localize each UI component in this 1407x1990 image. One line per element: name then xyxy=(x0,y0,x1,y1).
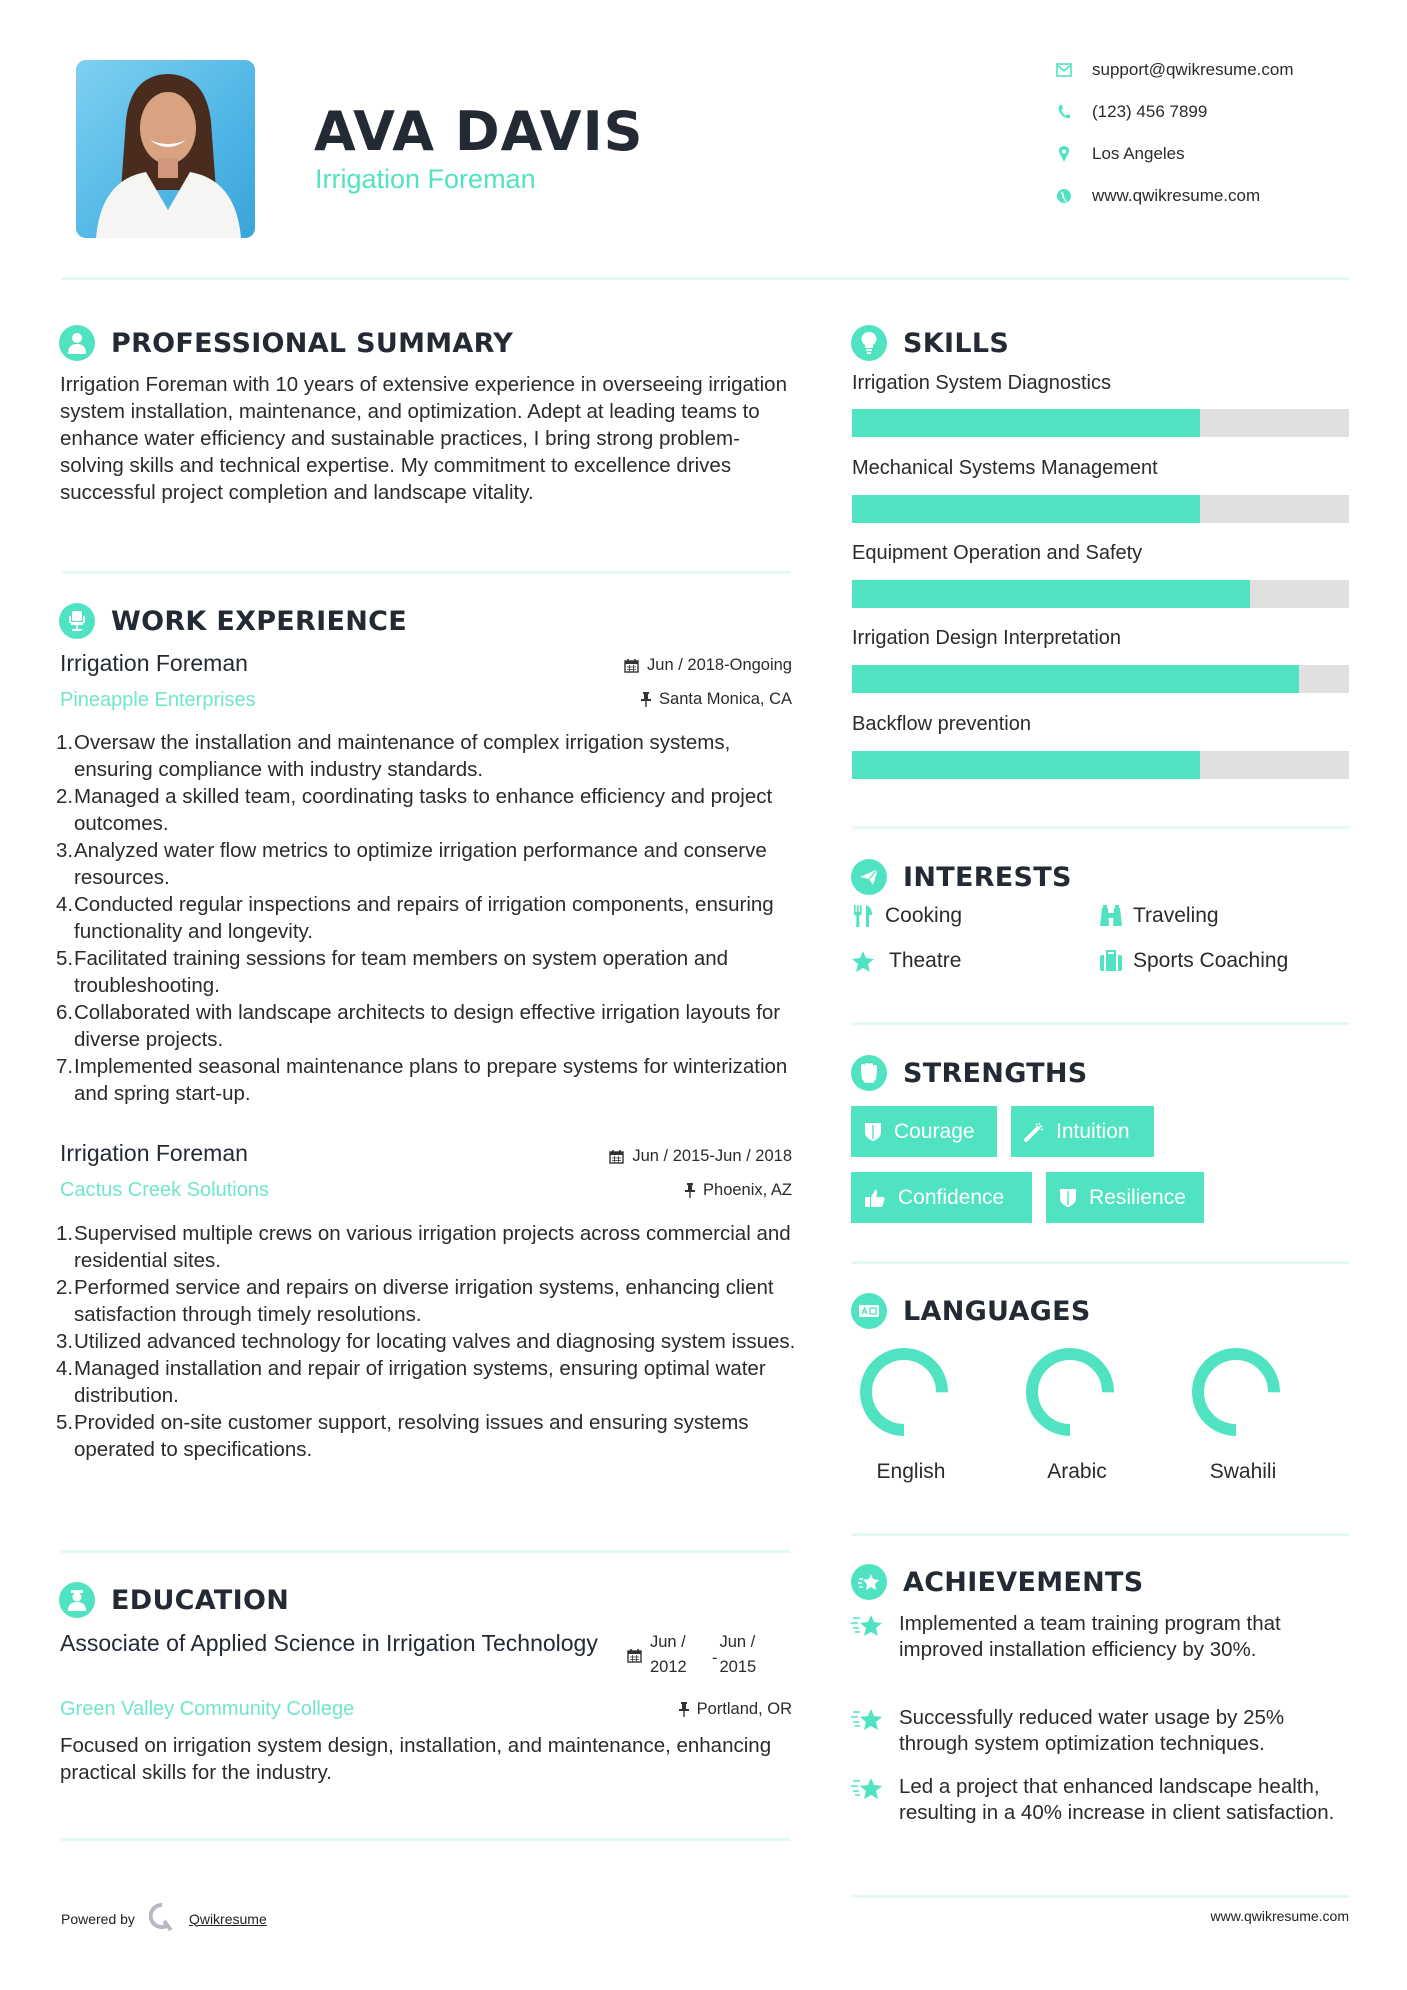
achievement-item: Successfully reduced water usage by 25% through system optimization techniques. xyxy=(851,1705,1351,1757)
list-item: 5. Provided on-site customer support, resolving issues and ensuring systems operated to specifications. xyxy=(56,1411,749,1461)
progress-ring xyxy=(858,1346,950,1438)
shield-icon xyxy=(864,1122,882,1142)
strength-chip: Confidence xyxy=(851,1172,1032,1223)
school-name: Green Valley Community College xyxy=(60,1698,355,1720)
skill-bar xyxy=(852,495,1349,523)
list-item: 1. Supervised multiple crews on various irrigation projects across commercial and residential sites. xyxy=(56,1222,791,1272)
strengths-title: STRENGTHS xyxy=(903,1057,1088,1089)
skills-divider xyxy=(852,826,1349,829)
education-start: Jun / 2012 xyxy=(650,1633,687,1676)
summary-text: Irrigation Foreman with 10 years of extensive experience in overseeing irrigation system installation, maintenance, and optimization. Adept at leading teams to enhance water efficiency and sustainable practices, I bring strong problem-solving skills and technical expertise. My commitment to excellence drives successful project completion and landscape vitality. xyxy=(60,373,787,504)
job-2-company: Cactus Creek Solutions xyxy=(60,1179,269,1201)
skill-bar-fill xyxy=(852,409,1200,437)
strength-chip: Intuition xyxy=(1011,1106,1154,1157)
calendar-icon xyxy=(624,658,639,673)
shield-icon xyxy=(1059,1188,1077,1208)
trophy-star-icon xyxy=(851,1564,887,1600)
office-chair-icon xyxy=(59,603,95,639)
languages-title: LANGUAGES xyxy=(903,1295,1091,1327)
translate-icon xyxy=(851,1293,887,1329)
candidate-name: AVA DAVIS xyxy=(314,100,644,163)
skill-label: Irrigation Design Interpretation xyxy=(852,627,1122,649)
education-dates: Jun / 2012 - Jun / 2015 xyxy=(627,1630,756,1680)
interests-divider xyxy=(852,1022,1349,1025)
job-1-title: Irrigation Foreman xyxy=(60,650,248,676)
education-location-text: Portland, OR xyxy=(696,1700,792,1718)
header-divider xyxy=(61,277,1349,280)
map-pin-icon xyxy=(1056,146,1072,162)
education-end: Jun / 2015 xyxy=(719,1633,757,1676)
degree-title: Associate of Applied Science in Irrigation Technology xyxy=(60,1630,598,1656)
experience-title: WORK EXPERIENCE xyxy=(111,605,407,637)
calendar-icon xyxy=(609,1149,624,1164)
languages-heading xyxy=(851,1291,1091,1331)
interest-item: Traveling xyxy=(1099,904,1219,928)
list-item: 2. Managed a skilled team, coordinating tasks to enhance efficiency and project outcomes. xyxy=(56,785,773,835)
contact-location-text: Los Angeles xyxy=(1092,144,1185,163)
languages-divider xyxy=(852,1533,1349,1536)
skill-bar-fill xyxy=(852,665,1299,693)
strength-chip: Resilience xyxy=(1046,1172,1204,1223)
summary-divider xyxy=(61,571,790,574)
skill-label: Irrigation System Diagnostics xyxy=(852,372,1111,394)
pushpin-icon xyxy=(685,1183,695,1198)
job-2-dates-text: Jun / 2015-Jun / 2018 xyxy=(632,1147,792,1165)
pushpin-icon xyxy=(679,1702,689,1717)
summary-title: PROFESSIONAL SUMMARY xyxy=(111,327,514,359)
job-2-location xyxy=(685,1181,792,1200)
star-icon xyxy=(851,951,875,972)
thumbs-up-icon xyxy=(864,1188,886,1208)
job-2-dates xyxy=(609,1147,792,1166)
envelope-icon xyxy=(1056,62,1072,78)
list-item: 4. Conducted regular inspections and repairs of irrigation components, ensuring functionality and longevity. xyxy=(56,893,774,943)
skill-bar-fill xyxy=(852,751,1200,779)
list-item: 6. Collaborated with landscape architects to design effective irrigation layouts for diverse projects. xyxy=(56,1001,781,1051)
progress-ring xyxy=(1190,1346,1282,1438)
skill-bar-fill xyxy=(852,495,1200,523)
powered-by xyxy=(61,1903,267,1934)
skill-bar xyxy=(852,751,1349,779)
job-2-responsibilities xyxy=(56,1220,796,1463)
education-description: Focused on irrigation system design, installation, and maintenance, enhancing practical skills for the industry. xyxy=(60,1734,772,1784)
speed-star-icon xyxy=(851,1611,887,1663)
list-item: 2. Performed service and repairs on diverse irrigation systems, enhancing client satisfaction through timely resolutions. xyxy=(56,1276,774,1326)
fist-icon xyxy=(851,1055,887,1091)
list-item: 7. Implemented seasonal maintenance plans to prepare systems for winterization and spring start-up. xyxy=(56,1055,788,1105)
achievements-title: ACHIEVEMENTS xyxy=(903,1566,1144,1598)
education-location xyxy=(679,1700,792,1719)
strengths-divider xyxy=(852,1261,1349,1264)
contact-location xyxy=(1056,142,1185,166)
utensils-icon xyxy=(851,905,875,927)
job-1-responsibilities xyxy=(56,729,796,1107)
skill-bar xyxy=(852,409,1349,437)
lightbulb-icon xyxy=(851,325,887,361)
job-1-location xyxy=(641,690,792,709)
strength-chip: Courage xyxy=(851,1106,997,1157)
interest-item: Theatre xyxy=(851,949,961,973)
language-label: English xyxy=(876,1460,946,1483)
skill-bar xyxy=(852,665,1349,693)
achievement-item: Led a project that enhanced landscape health, resulting in a 40% increase in client satisfaction. xyxy=(851,1774,1351,1826)
list-item: 5. Facilitated training sessions for team members on system operation and troubleshooting. xyxy=(56,947,729,997)
user-icon xyxy=(59,325,95,361)
list-item: 4. Managed installation and repair of irrigation systems, ensuring optimal water distribution. xyxy=(56,1357,766,1407)
speed-star-icon xyxy=(851,1774,887,1826)
contact-email-text: support@qwikresume.com xyxy=(1092,60,1294,79)
education-divider xyxy=(61,1838,790,1841)
powered-by-label: Powered by xyxy=(61,1910,135,1927)
calendar-icon xyxy=(627,1648,642,1663)
skills-title: SKILLS xyxy=(903,327,1010,359)
language-ring xyxy=(858,1346,950,1443)
phone-icon xyxy=(1056,104,1072,120)
skill-bar xyxy=(852,580,1349,608)
pushpin-icon xyxy=(641,692,651,707)
magic-wand-icon xyxy=(1024,1122,1044,1142)
experience-divider xyxy=(61,1550,790,1553)
qwikresume-logo-icon xyxy=(149,1903,175,1934)
job-2-title: Irrigation Foreman xyxy=(60,1140,248,1166)
contact-phone[interactable] xyxy=(1056,100,1207,124)
footer-website[interactable]: www.qwikresume.com xyxy=(1210,1908,1349,1924)
language-label: Swahili xyxy=(1209,1460,1277,1483)
strengths-heading xyxy=(851,1053,1088,1093)
job-1-location-text: Santa Monica, CA xyxy=(659,690,792,708)
achievement-item: Implemented a team training program that improved installation efficiency by 30%. xyxy=(851,1611,1351,1663)
skill-bar-fill xyxy=(852,580,1250,608)
language-label: Arabic xyxy=(1047,1460,1107,1483)
contact-website[interactable] xyxy=(1056,184,1260,208)
interest-item: Sports Coaching xyxy=(1099,949,1288,973)
skill-label: Backflow prevention xyxy=(852,713,1031,735)
achievements-divider xyxy=(852,1895,1349,1898)
contact-phone-text: (123) 456 7899 xyxy=(1092,102,1208,121)
skill-label: Equipment Operation and Safety xyxy=(852,542,1143,564)
education-heading xyxy=(59,1580,289,1620)
skill-label: Mechanical Systems Management xyxy=(852,457,1158,479)
interests-title: INTERESTS xyxy=(903,861,1072,893)
qwikresume-link[interactable]: Qwikresume xyxy=(188,1910,267,1927)
job-1-company: Pineapple Enterprises xyxy=(60,689,256,711)
job-1-dates-text: Jun / 2018-Ongoing xyxy=(647,656,792,674)
progress-ring xyxy=(1024,1346,1116,1438)
education-title: EDUCATION xyxy=(111,1584,290,1616)
briefcase-icon xyxy=(1099,950,1123,972)
language-ring xyxy=(1190,1346,1282,1443)
language-ring xyxy=(1024,1346,1116,1443)
contact-website-text: www.qwikresume.com xyxy=(1092,186,1261,205)
skills-heading xyxy=(851,323,1009,363)
contact-email[interactable] xyxy=(1056,58,1294,82)
list-item: 3. Utilized advanced technology for locating valves and diagnosing system issues. xyxy=(56,1330,796,1353)
list-item: 3. Analyzed water flow metrics to optimize irrigation performance and conserve resources. xyxy=(56,839,767,889)
speed-star-icon xyxy=(851,1705,887,1757)
person-photo-illustration xyxy=(76,60,255,238)
paper-plane-icon xyxy=(851,859,887,895)
job-2-location-text: Phoenix, AZ xyxy=(703,1181,792,1199)
list-item: 1. Oversaw the installation and maintenance of complex irrigation systems, ensuring compliance with industry standards. xyxy=(56,731,731,781)
achievements-heading xyxy=(851,1562,1144,1602)
interest-item: Cooking xyxy=(851,904,962,928)
experience-heading xyxy=(59,601,407,641)
interests-heading xyxy=(851,857,1072,897)
candidate-role: Irrigation Foreman xyxy=(315,164,536,194)
globe-icon xyxy=(1056,188,1072,204)
profile-photo xyxy=(76,60,255,238)
graduate-icon xyxy=(59,1582,95,1618)
job-1-dates xyxy=(624,656,792,675)
binoculars-icon xyxy=(1099,905,1123,927)
summary-heading xyxy=(59,323,513,363)
